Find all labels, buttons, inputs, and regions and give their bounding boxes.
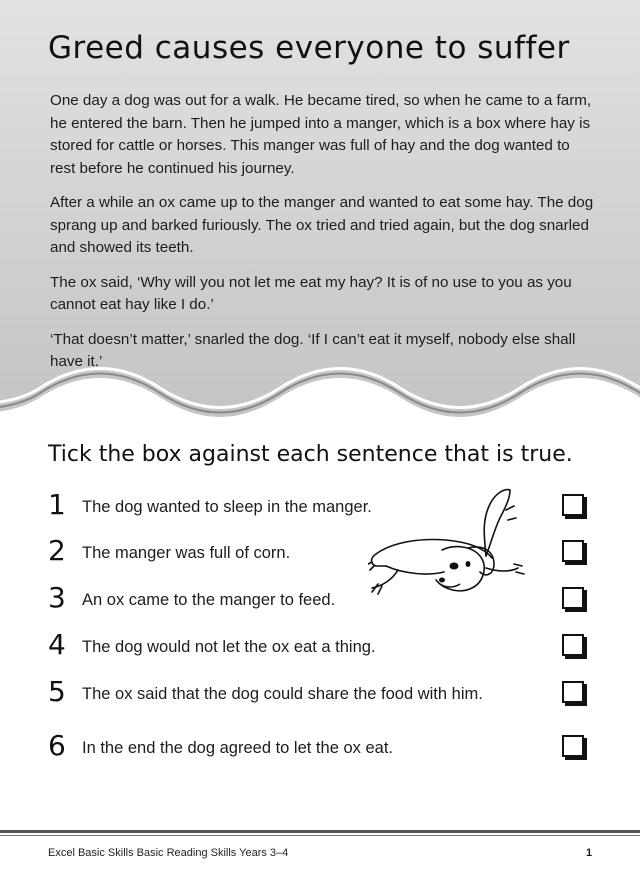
footer-divider [0, 830, 640, 833]
story-paragraph: ‘That doesn’t matter,’ snarled the dog. ‘If I can’t eat it myself, nobody else shall have it.’ [50, 330, 576, 370]
story-title: Greed causes everyone to suffer [48, 30, 570, 66]
question-row [48, 675, 593, 713]
question-row [48, 729, 593, 767]
question-number: 4 [48, 628, 66, 661]
question-number: 1 [48, 488, 66, 521]
tick-box[interactable] [562, 681, 584, 703]
tick-box[interactable] [562, 735, 584, 757]
tick-box[interactable] [562, 540, 584, 562]
question-number: 5 [48, 675, 66, 708]
question-text: An ox came to the manger to feed. [82, 591, 336, 609]
tick-box[interactable] [562, 494, 584, 516]
question-row [48, 628, 593, 666]
story-paragraph: The ox said, ‘Why will you not let me eat my hay? It is of no use to you as you cannot eat hay like I do.’ [50, 273, 572, 313]
question-text: The dog would not let the ox eat a thing. [82, 638, 376, 656]
question-number: 6 [48, 729, 66, 762]
page-number: 1 [586, 847, 593, 859]
question-text: The dog wanted to sleep in the manger. [82, 498, 372, 516]
sleeping-dog-icon [368, 484, 528, 614]
question-text: The manger was full of corn. [82, 544, 291, 562]
footer-source: Excel Basic Skills Basic Reading Skills Years 3–4 [48, 847, 289, 859]
tick-box[interactable] [562, 634, 584, 656]
question-text: The ox said that the dog could share the food with him. [82, 685, 483, 703]
tick-box[interactable] [562, 587, 584, 609]
question-text: In the end the dog agreed to let the ox eat. [82, 739, 393, 757]
story-text [50, 90, 598, 386]
question-number: 3 [48, 581, 66, 614]
footer-divider [0, 835, 640, 836]
question-number: 2 [48, 534, 66, 567]
story-paragraph: One day a dog was out for a walk. He became tired, so when he came to a farm, he entered the barn. Then he jumped into a manger, which is a box where hay is stored for cattle or horses. This manger was full of hay and the dog wanted to rest before he continued his journey. [50, 92, 592, 177]
exercise-instruction: Tick the box against each sentence that is true. [48, 442, 573, 467]
story-panel [0, 0, 640, 420]
story-paragraph: After a while an ox came up to the manger and wanted to eat some hay. The dog sprang up and barked furiously. The ox tried and tried again, but the dog snarled and showed its teeth. [50, 194, 594, 256]
